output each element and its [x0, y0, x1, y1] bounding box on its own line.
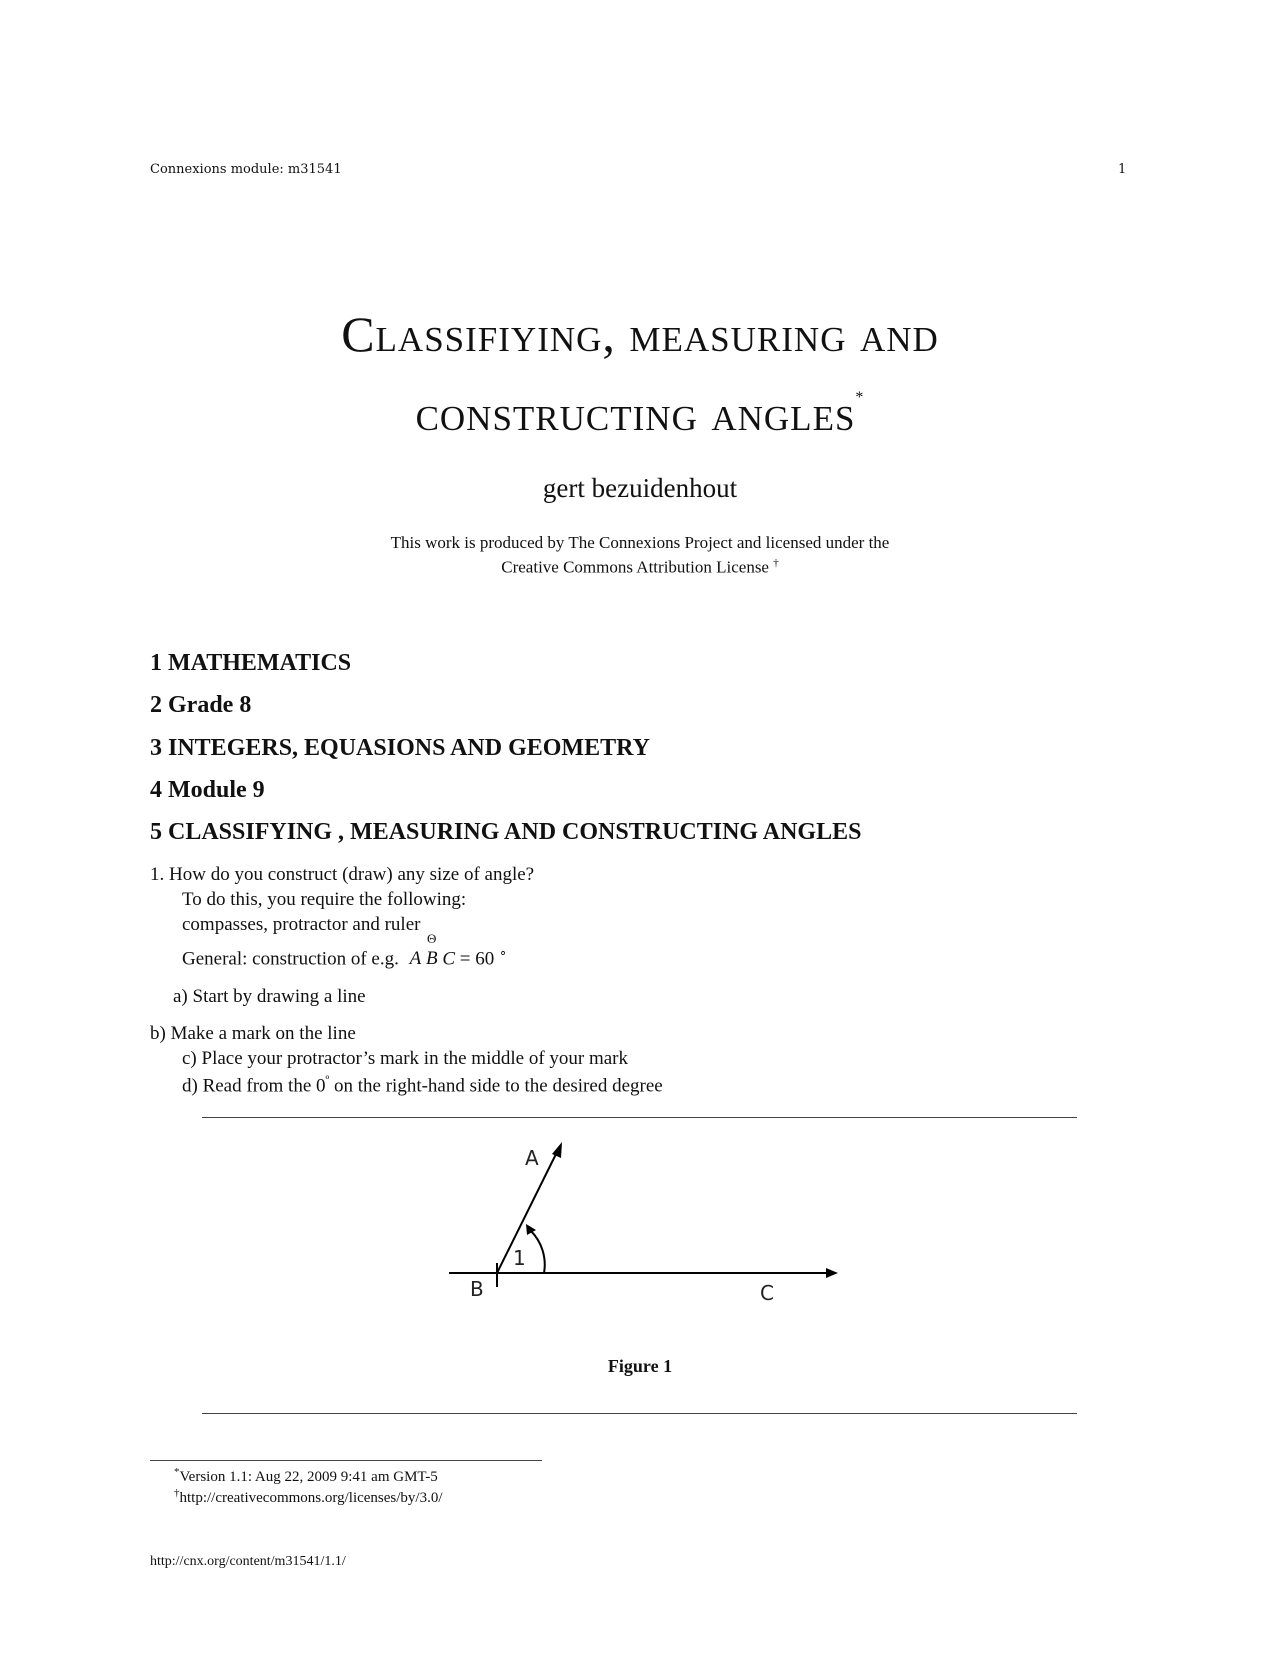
section-number: 2 — [150, 692, 162, 718]
footnote-2-link[interactable]: http://creativecommons.org/licenses/by/3.0/ — [179, 1490, 443, 1506]
math-theta: Θ — [426, 931, 437, 947]
footnote-2-mark: † — [174, 1487, 180, 1499]
question-1: 1. How do you construct (draw) any size of angle? — [150, 864, 535, 885]
general-prefix: General: construction of e.g. — [182, 948, 399, 970]
arc-arrowhead — [526, 1224, 536, 1235]
math-degree: ∘ — [498, 945, 508, 960]
license-footnote-mark: † — [773, 557, 779, 569]
title-footnote-mark: * — [855, 389, 865, 406]
title-text-2: constructing angles — [415, 385, 856, 441]
title-text-1: Classifiying, measuring and — [341, 306, 939, 362]
body-line: compasses, protractor and ruler — [182, 914, 421, 935]
angle-arc — [531, 1231, 545, 1273]
page-number: 1 — [1118, 162, 1127, 177]
section-title: Module 9 — [168, 777, 265, 803]
angle-label: 1 — [513, 1246, 526, 1270]
section-title: Grade 8 — [168, 692, 252, 718]
math-b: B — [425, 948, 438, 970]
section-number: 5 — [150, 819, 162, 845]
section-number: 3 — [150, 735, 162, 761]
step-a: a) Start by drawing a line — [173, 986, 366, 1007]
footnote-1-mark: * — [174, 1466, 180, 1478]
body-line: To do this, you require the following: — [182, 889, 467, 910]
math-c: C — [442, 948, 455, 970]
footnote-2 — [174, 1487, 443, 1507]
section-title: INTEGERS, EQUASIONS AND GEOMETRY — [168, 735, 650, 761]
step-d-degree: º — [325, 1073, 330, 1087]
footnote-1-text: Version 1.1: Aug 22, 2009 9:41 am GMT-5 — [179, 1469, 438, 1485]
step-d-text: d) Read from the 0 — [182, 1075, 326, 1097]
figure-caption: Figure 1 — [607, 1356, 673, 1376]
license-line-1: This work is produced by The Connexions Project and licensed under the — [390, 533, 890, 552]
math-a: A — [409, 948, 422, 970]
step-b: b) Make a mark on the line — [150, 1023, 356, 1044]
footer-url[interactable]: http://cnx.org/content/m31541/1.1/ — [150, 1554, 346, 1569]
label-c: C — [760, 1281, 774, 1305]
author: gert bezuidenhout — [542, 473, 738, 503]
math-eq: = 60 — [459, 948, 495, 970]
footnote-1 — [174, 1466, 438, 1486]
section-number: 4 — [150, 777, 162, 803]
step-c: c) Place your protractor’s mark in the middle of your mark — [182, 1048, 629, 1069]
license-text: Creative Commons Attribution License — [501, 557, 769, 577]
section-title: MATHEMATICS — [168, 650, 352, 676]
arrowhead-c — [826, 1268, 838, 1278]
section-title: CLASSIFYING , MEASURING AND CONSTRUCTING ANGLES — [168, 819, 862, 845]
footnote-rule — [150, 1460, 542, 1461]
label-b: B — [470, 1277, 484, 1301]
step-d-text-end: on the right-hand side to the desired degree — [329, 1075, 663, 1097]
running-header: Connexions module: m31541 — [150, 162, 342, 177]
label-a: A — [525, 1146, 539, 1170]
arrowhead-a — [552, 1142, 562, 1158]
section-number: 1 — [150, 650, 162, 676]
